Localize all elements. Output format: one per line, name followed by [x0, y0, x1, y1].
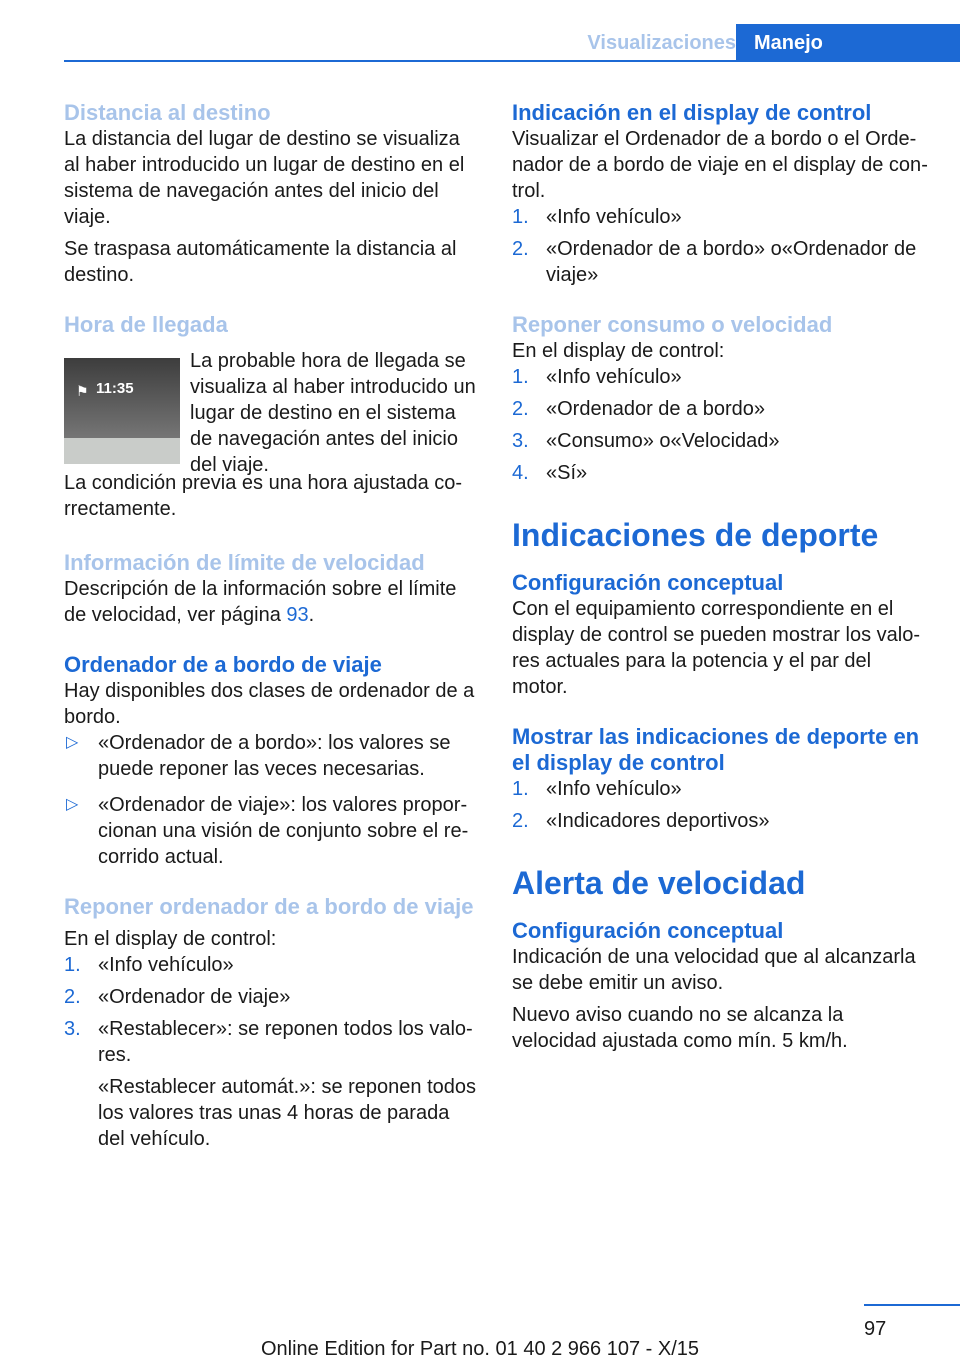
list-item: 1. «Info vehículo»	[512, 778, 682, 800]
triangle-bullet-icon: ▷	[66, 796, 79, 813]
heading-configuracion-alerta: Configuración conceptual	[512, 918, 784, 943]
list-item: 3. «Restablecer»: se reponen todos los valores. «Restablecer automát.»: se reponen todos los valores tras unas 4 horas de parada del vehículo.	[64, 1016, 480, 1152]
paragraph-alerta-2: Nuevo aviso cuando no se alcanza la velocidad ajustada como mín. 5 km/h.	[512, 1004, 848, 1052]
paragraph-hora-1: La probable hora de llegada se visualiza al haber introducido un lugar de destino en el sistema de navegación antes del inicio del viaje.	[190, 350, 476, 476]
arrival-time-readout: 11:35	[96, 380, 134, 397]
heading-configuracion-deporte: Configuración conceptual	[512, 570, 784, 595]
arrival-time-image	[64, 358, 180, 446]
list-item: 3. «Consumo» o«Velocidad»	[512, 430, 780, 452]
list-item: 1. «Info vehículo»	[64, 954, 234, 976]
list-item: 1. «Info vehículo»	[512, 206, 682, 228]
heading-limite-velocidad: Información de límite de velocidad	[64, 550, 425, 575]
list-item: ▷ «Ordenador de a bordo»: los valores se puede reponer las veces necesarias.	[66, 732, 451, 780]
paragraph-distancia-1: La distancia del lugar de destino se visualiza al haber introducido un lugar de destino en el sistema de navegación antes del inicio del viaje.	[64, 128, 465, 228]
heading-ordenador-viaje: Ordenador de a bordo de viaje	[64, 652, 382, 677]
header-rule	[64, 60, 960, 62]
heading-indicacion-display: Indicación en el display de control	[512, 100, 872, 125]
paragraph-configuracion-deporte: Con el equipamiento correspondiente en el display de control se pueden mostrar los valores actuales para la potencia y el par del motor.	[512, 598, 920, 698]
paragraph-consumo: En el display de control:	[512, 340, 725, 362]
navigation-flag-icon: ⚑	[76, 383, 89, 399]
left-column	[64, 100, 480, 1152]
paragraph-reponer-note: «Restablecer automát.»: se reponen todos los valores tras unas 4 horas de parada del vehículo.	[98, 1076, 477, 1150]
page-link-93[interactable]: 93	[286, 604, 309, 626]
page-header	[64, 24, 960, 62]
consumo-steps-list	[512, 364, 928, 486]
paragraph-hora-2: La condición previa es una hora ajustada correctamente.	[64, 472, 463, 520]
list-item: 2. «Ordenador de viaje»	[64, 986, 291, 1008]
paragraph-alerta-1: Indicación de una velocidad que al alcanzarla se debe emitir un aviso.	[512, 946, 916, 994]
reponer-steps-list	[64, 952, 480, 1152]
paragraph-indicacion: Visualizar el Ordenador de a bordo o el Ordenador de a bordo de viaje en el display de control.	[512, 128, 928, 202]
ordenador-bullet-list	[64, 730, 480, 870]
arrival-block	[64, 348, 480, 476]
page-number-rule	[864, 1304, 960, 1306]
list-item: 1. «Info vehículo»	[512, 366, 682, 388]
heading-hora-llegada: Hora de llegada	[64, 312, 228, 337]
heading-reponer-ordenador: Reponer ordenador de a bordo de viaje	[64, 894, 474, 919]
section-tab-visualizaciones: Visualizaciones	[587, 32, 736, 54]
paragraph-ordenador: Hay disponibles dos clases de ordenador de a bordo.	[64, 680, 475, 728]
heading-reponer-consumo: Reponer consumo o velocidad	[512, 312, 833, 337]
list-item: 2. «Indicadores deportivos»	[512, 810, 770, 832]
list-item: ▷ «Ordenador de viaje»: los valores proporcionan una visión de conjunto sobre el recorrido actual.	[66, 794, 469, 868]
footer-edition: Online Edition for Part no. 01 40 2 966 107 - X/15	[260, 1338, 700, 1360]
heading-distancia: Distancia al destino	[64, 100, 271, 125]
list-item: 2. «Ordenador de a bordo» o«Ordenador de viaje»	[512, 238, 917, 286]
heading-alerta-velocidad: Alerta de velocidad	[512, 865, 806, 901]
right-column	[512, 100, 928, 1054]
page-number: 97	[864, 1318, 887, 1340]
list-item: 2. «Ordenador de a bordo»	[512, 398, 766, 420]
list-item: 4. «Sí»	[512, 462, 588, 484]
image-caption-strip	[64, 438, 180, 464]
heading-mostrar-deporte: Mostrar las indicaciones de deporte en el display de control	[512, 724, 920, 775]
paragraph-distancia-2: Se traspasa automáticamente la distancia al destino.	[64, 238, 457, 286]
paragraph-reponer: En el display de control:	[64, 928, 277, 950]
triangle-bullet-icon: ▷	[66, 734, 79, 751]
paragraph-limite: Descripción de la información sobre el límite de velocidad, ver página 93.	[64, 578, 457, 626]
heading-indicaciones-deporte: Indicaciones de deporte	[512, 517, 879, 553]
section-tab-manejo: Manejo	[736, 24, 960, 62]
indicacion-steps-list	[512, 204, 928, 288]
mostrar-steps-list	[512, 776, 928, 834]
